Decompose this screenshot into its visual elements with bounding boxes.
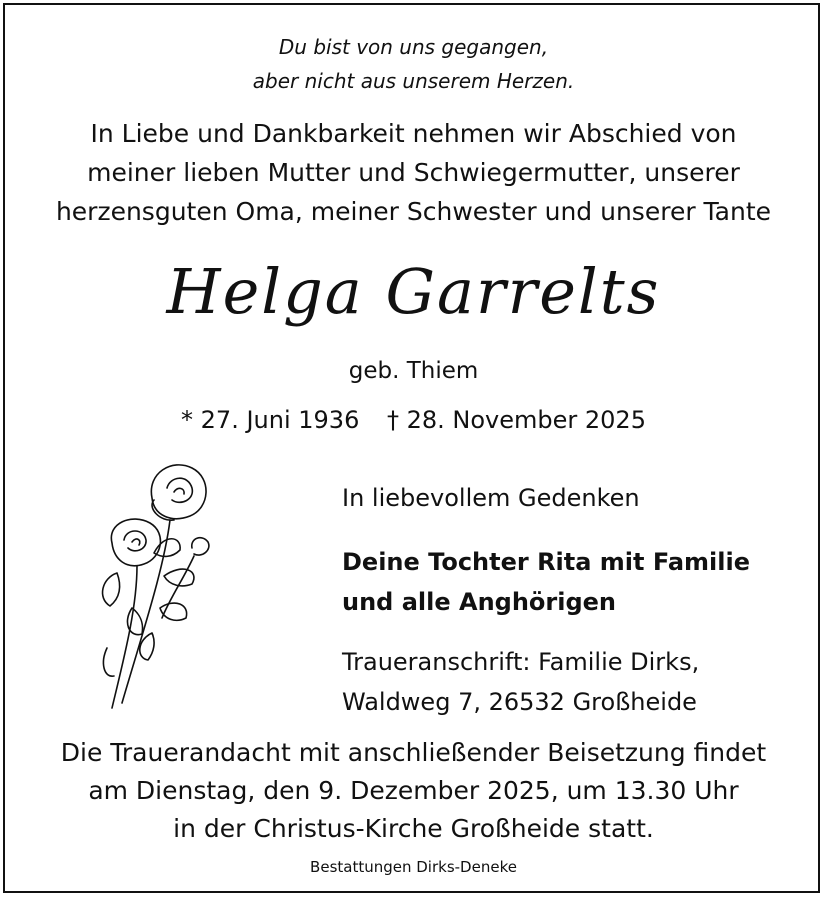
intro-line: herzensguten Oma, meiner Schwester und unserer Tante	[55, 197, 772, 226]
motto-line: aber nicht aus unserem Herzen.	[252, 69, 575, 93]
service-line: am Dienstag, den 9. Dezember 2025, um 13.30 Uhr	[88, 776, 739, 805]
birth-date: * 27. Juni 1936	[181, 406, 360, 434]
service-info	[0, 734, 827, 848]
address-line: Traueranschrift: Familie Dirks,	[342, 648, 700, 676]
deceased-name: Helga Garrelts	[166, 255, 661, 328]
maiden-name: geb. Thiem	[348, 358, 479, 384]
life-dates	[0, 406, 827, 434]
intro-line: meiner lieben Mutter und Schwiegermutter, unserer	[87, 158, 740, 187]
family-line: und alle Anghörigen	[342, 588, 617, 616]
motto-line: Du bist von uns gegangen,	[278, 35, 549, 59]
rose-illustration-icon	[92, 458, 222, 718]
family-signature	[342, 542, 802, 622]
address-line: Waldweg 7, 26532 Großheide	[342, 688, 697, 716]
family-line: Deine Tochter Rita mit Familie	[342, 548, 751, 576]
death-date: † 28. November 2025	[386, 406, 646, 434]
memory-line: In liebevollem Gedenken	[342, 484, 640, 512]
intro-line: In Liebe und Dankbarkeit nehmen wir Abschied von	[90, 119, 737, 148]
motto	[0, 30, 827, 98]
mourning-address	[342, 642, 802, 722]
intro-text	[0, 114, 827, 231]
service-line: Die Trauerandacht mit anschließender Beisetzung findet	[60, 738, 767, 767]
undertaker-name: Bestattungen Dirks-Deneke	[310, 858, 517, 876]
service-line: in der Christus-Kirche Großheide statt.	[173, 814, 654, 843]
